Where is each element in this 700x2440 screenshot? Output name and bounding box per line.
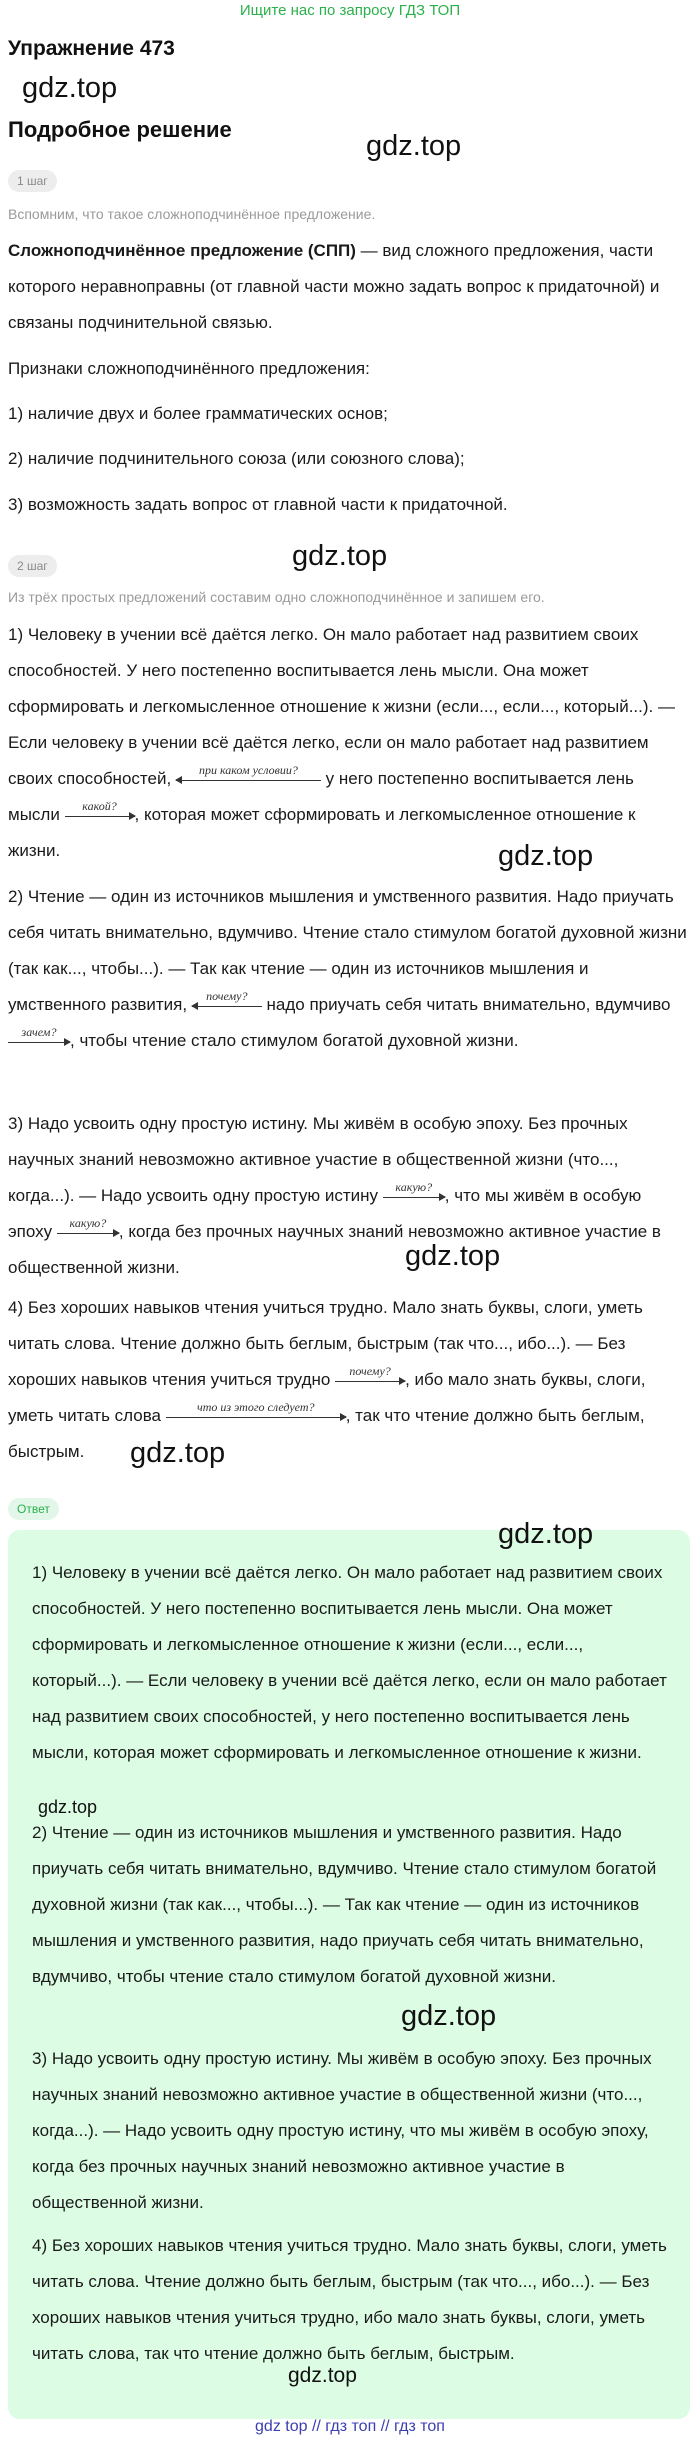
question-label: почему? xyxy=(206,989,248,1003)
question-arrow xyxy=(192,989,262,1010)
term: Сложноподчинённое предложение (СПП) xyxy=(8,241,356,260)
answer-paragraph: 1) Человеку в учении всё даётся легко. Он мало работает над развитием своих способностей. У него постепенно воспитывается лень мысли. Она может сформировать и легкомысленное отношение к жизни (если..., если..., который...). — Если человеку в учении всё даётся легко, если он мало работает над развитием своих способностей, у него постепенно воспитывается лень мысли, которая может сформировать и легкомысленное отношение к жизни. xyxy=(32,1563,667,1762)
watermark: gdz.top xyxy=(292,540,388,572)
bottom-banner: gdz top // гдз топ // гдз топ xyxy=(255,2418,445,2435)
sign-item: 1) наличие двух и более грамматических основ; xyxy=(8,404,388,423)
sentence-paragraph xyxy=(8,617,688,869)
question-label: какую? xyxy=(395,1180,433,1194)
watermark: gdz.top xyxy=(498,840,594,872)
watermark: gdz.top xyxy=(366,130,462,162)
sentence-paragraph xyxy=(8,1290,688,1470)
sentence-text: у него постепенно воспитывается лень мысли xyxy=(8,769,634,824)
question-arrow xyxy=(176,763,321,784)
sentence-text: 3) Надо усвоить одну простую истину. Мы живём в особую эпоху. Без прочных научных знаний невозможно активное участие в общественной жизни (что..., когда...). — Надо усвоить одну простую истину xyxy=(8,1114,628,1205)
watermark: gdz.top xyxy=(38,1797,98,1817)
question-label: какой? xyxy=(82,799,117,813)
step-badge: 2 шаг xyxy=(8,555,57,577)
sentence-text: , что мы живём в особую эпоху xyxy=(8,1186,642,1241)
watermark: gdz.top xyxy=(498,1518,594,1550)
sentence-text: , ибо мало знать буквы, слоги, уметь читать слова xyxy=(8,1370,646,1425)
question-label: какую? xyxy=(69,1216,107,1230)
question-arrow xyxy=(8,1025,70,1046)
watermark: gdz.top xyxy=(401,2000,497,2032)
sentence-text: 4) Без хороших навыков чтения учиться трудно. Мало знать буквы, слоги, уметь читать слова. Чтение должно быть беглым, быстрым (так что..., ибо...). — Без хороших навыков чтения учиться трудно xyxy=(8,1298,643,1389)
question-arrow xyxy=(57,1216,119,1237)
watermark: gdz.top xyxy=(22,72,118,104)
question-label: почему? xyxy=(349,1364,391,1378)
signs-title: Признаки сложноподчинённого предложения: xyxy=(8,359,370,378)
sentence-text: , когда без прочных научных знаний невозможно активное участие в общественной жизни. xyxy=(8,1222,661,1277)
sentence-text: , чтобы чтение стало стимулом богатой духовной жизни. xyxy=(70,1031,519,1050)
question-label: при каком условии? xyxy=(198,763,298,777)
answer-paragraph: 3) Надо усвоить одну простую истину. Мы живём в особую эпоху. Без прочных научных знаний невозможно активное участие в общественной жизни (что..., когда...). — Надо усвоить одну простую истину, что мы живём в особую эпоху, когда без прочных научных знаний невозможно активное участие в общественной жизни. xyxy=(32,2049,652,2212)
exercise-title: Упражнение 473 xyxy=(8,37,175,60)
sentence-text: , так что чтение должно быть беглым, быстрым. xyxy=(8,1406,645,1461)
step-note: Из трёх простых предложений составим одно сложноподчинённое и запишем его. xyxy=(8,589,545,605)
answer-paragraph: 4) Без хороших навыков чтения учиться трудно. Мало знать буквы, слоги, уметь читать слова. Чтение должно быть беглым, быстрым (так что..., ибо...). — Без хороших навыков чтения учиться трудно, ибо мало знать буквы, слоги, уметь читать слова, так что чтение должно быть беглым, быстрым. xyxy=(32,2236,667,2363)
question-label: зачем? xyxy=(21,1025,57,1039)
definition-paragraph xyxy=(8,233,688,341)
question-arrow xyxy=(335,1364,405,1385)
definition-text: — вид сложного предложения, части которого неравноправны (от главной части можно задать вопрос к придаточной) и связаны подчинительной связью. xyxy=(8,241,660,332)
sentence-paragraph xyxy=(8,879,688,1059)
watermark: gdz.top xyxy=(130,1437,226,1469)
sentence-paragraph xyxy=(8,1106,688,1286)
watermark: gdz.top xyxy=(405,1240,501,1272)
sentence-text: , которая может сформировать и легкомысленное отношение к жизни. xyxy=(8,805,636,860)
sign-item: 3) возможность задать вопрос от главной части к придаточной. xyxy=(8,495,508,514)
sign-item: 2) наличие подчинительного союза (или союзного слова); xyxy=(8,449,465,468)
sentence-text: 1) Человеку в учении всё даётся легко. Он мало работает над развитием своих способностей. У него постепенно воспитывается лень мысли. Она может сформировать и легкомысленное отношение к жизни (если..., если..., который...). — Если человеку в учении всё даётся легко, если он мало работает над развитием своих способностей, xyxy=(8,625,675,788)
step-note: Вспомним, что такое сложноподчинённое предложение. xyxy=(8,206,376,222)
sentence-text: 2) Чтение — один из источников мышления и умственного развития. Надо приучать себя читать внимательно, вдумчиво. Чтение стало стимулом богатой духовной жизни (так как..., чтобы...). — Так как чтение — один из источников мышления и умственного развития, xyxy=(8,887,687,1014)
answer-paragraph: 2) Чтение — один из источников мышления и умственного развития. Надо приучать себя читать внимательно, вдумчиво. Чтение стало стимулом богатой духовной жизни (так как..., чтобы...). — Так как чтение — один из источников мышления и умственного развития, надо приучать себя читать внимательно, вдумчиво, чтобы чтение стало стимулом богатой духовной жизни. xyxy=(32,1823,657,1986)
question-arrow xyxy=(65,799,135,820)
question-label: что из этого следует? xyxy=(196,1400,315,1414)
section-title: Подробное решение xyxy=(8,117,232,142)
top-search-banner: Ищите нас по запросу ГДЗ ТОП xyxy=(239,2,461,19)
sentence-text: надо приучать себя читать внимательно, вдумчиво xyxy=(261,995,671,1014)
watermark: gdz.top xyxy=(288,2364,357,2387)
question-arrow xyxy=(166,1400,346,1421)
question-arrow xyxy=(383,1180,445,1201)
answer-badge: Ответ xyxy=(8,1498,59,1520)
step-badge: 1 шаг xyxy=(8,170,57,192)
